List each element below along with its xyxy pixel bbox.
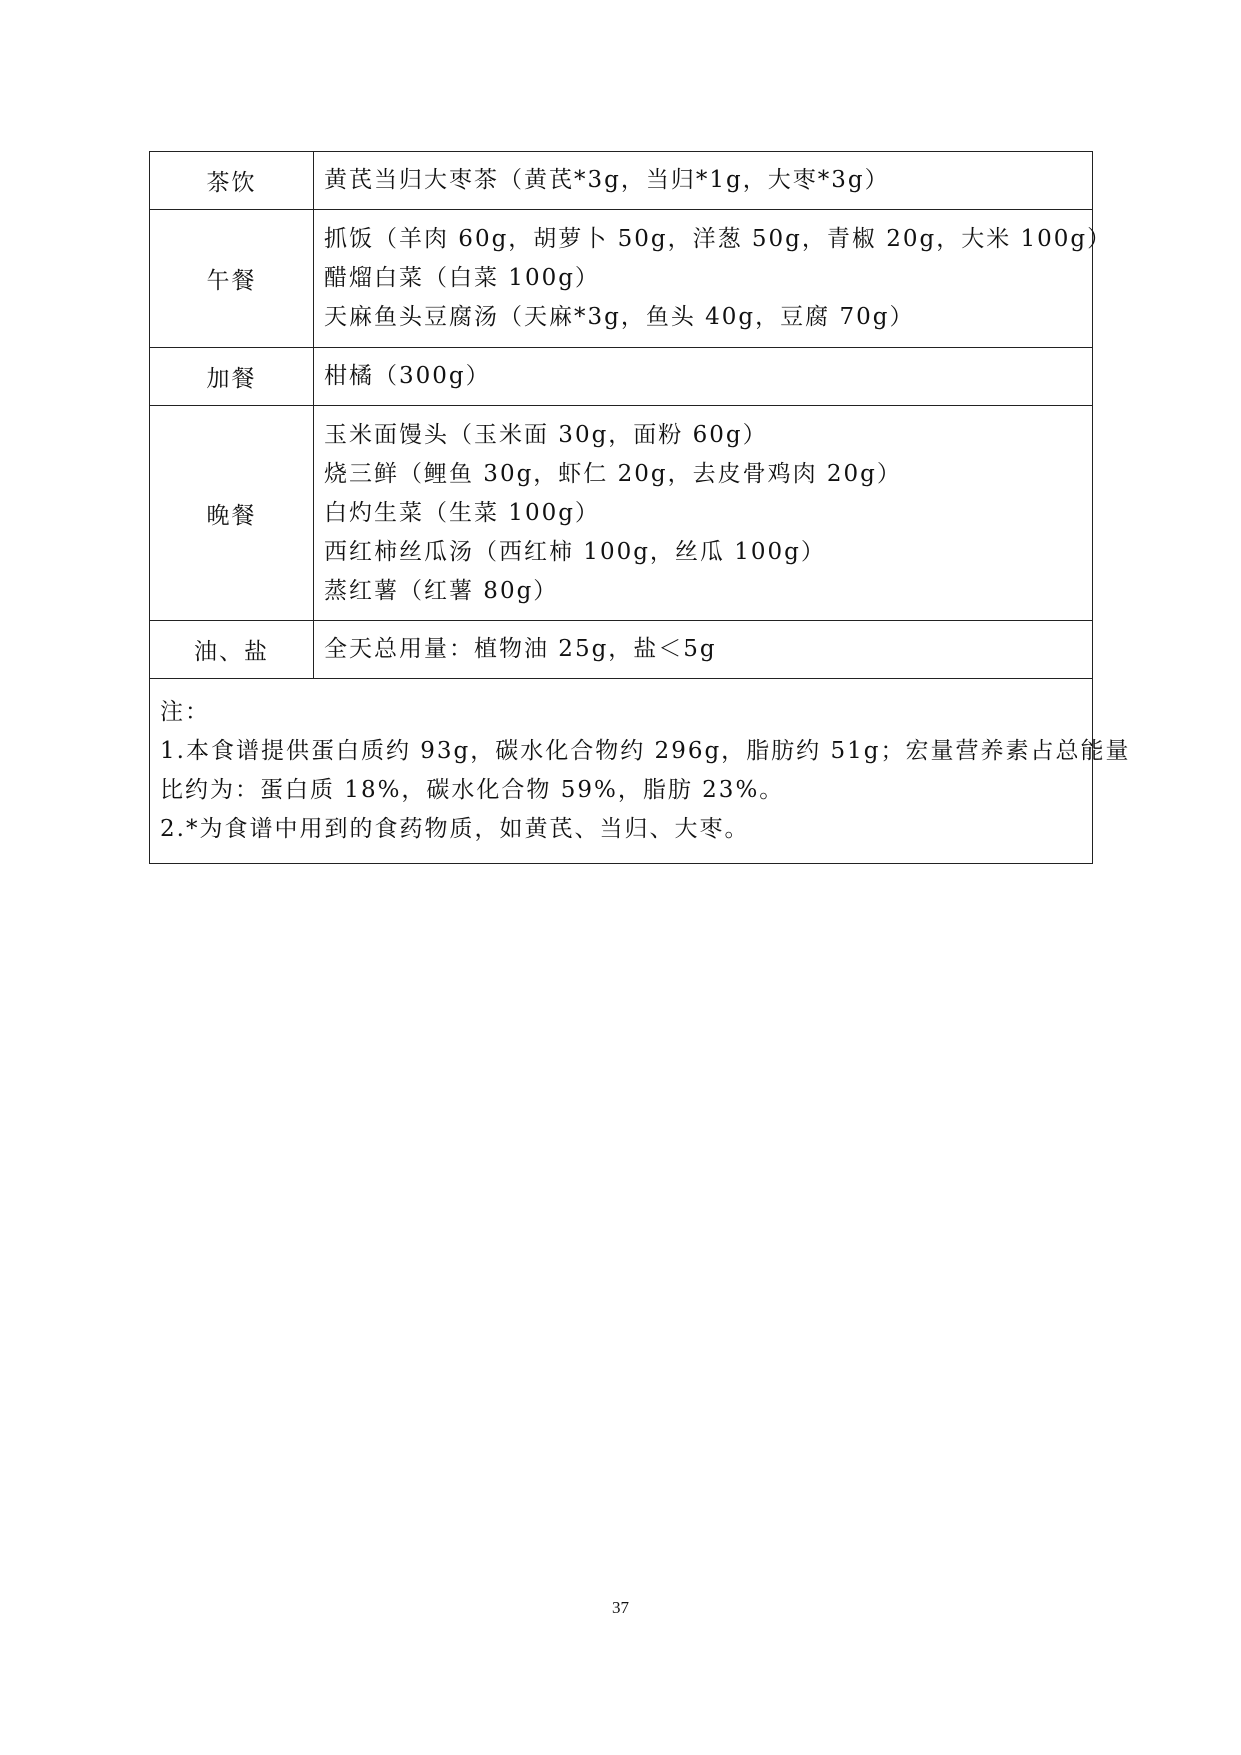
dish-cell [314, 210, 1113, 348]
dish-item: 白灼生菜（生菜 100g） [324, 499, 600, 526]
meal-label: 茶饮 [150, 152, 314, 210]
dish-item: 柑橘（300g） [324, 363, 491, 389]
dish-cell [314, 406, 1093, 621]
dish-item: 天麻鱼头豆腐汤（天麻*3g，鱼头 40g，豆腐 70g） [324, 304, 915, 330]
meal-label: 晚餐 [150, 406, 314, 621]
dish-item: 玉米面馒头（玉米面 30g，面粉 60g） [324, 421, 768, 448]
table-row [150, 621, 1093, 679]
table-row [150, 406, 1093, 621]
dish-item: 抓饭（羊肉 60g，胡萝卜 50g，洋葱 50g，青椒 20g，大米 100g） [324, 226, 1113, 252]
dish-item: 醋熘白菜（白菜 100g） [324, 265, 600, 291]
table-row [150, 210, 1093, 348]
meal-label: 午餐 [150, 210, 314, 348]
page-number: 37 [612, 1598, 629, 1617]
meal-label: 油、盐 [150, 621, 314, 679]
dish-item: 全天总用量：植物油 25g，盐＜5g [324, 636, 717, 662]
dish-item: 烧三鲜（鲤鱼 30g，虾仁 20g，去皮骨鸡肉 20g） [324, 460, 902, 487]
meal-label: 加餐 [150, 348, 314, 406]
recipe-table [149, 151, 1131, 864]
dish-item: 黄芪当归大枣茶（黄芪*3g，当归*1g，大枣*3g） [324, 167, 890, 193]
note-line: 1.本食谱提供蛋白质约 93g，碳水化合物约 296g，脂肪约 51g；宏量营养素占总能量 [160, 738, 1131, 764]
dish-cell [314, 152, 1093, 210]
table-row [150, 152, 1093, 210]
dish-item: 蒸红薯（红薯 80g） [324, 577, 559, 604]
notes-heading: 注： [160, 699, 210, 725]
dish-cell [314, 348, 1093, 406]
table-row [150, 348, 1093, 406]
notes-row [150, 679, 1093, 864]
dish-item: 西红柿丝瓜汤（西红柿 100g，丝瓜 100g） [324, 538, 826, 565]
notes-cell [150, 679, 1131, 864]
note-line: 2.*为食谱中用到的食药物质，如黄芪、当归、大枣。 [160, 816, 750, 842]
dish-cell [314, 621, 1093, 679]
note-line: 比约为：蛋白质 18%，碳水化合物 59%，脂肪 23%。 [160, 777, 785, 803]
